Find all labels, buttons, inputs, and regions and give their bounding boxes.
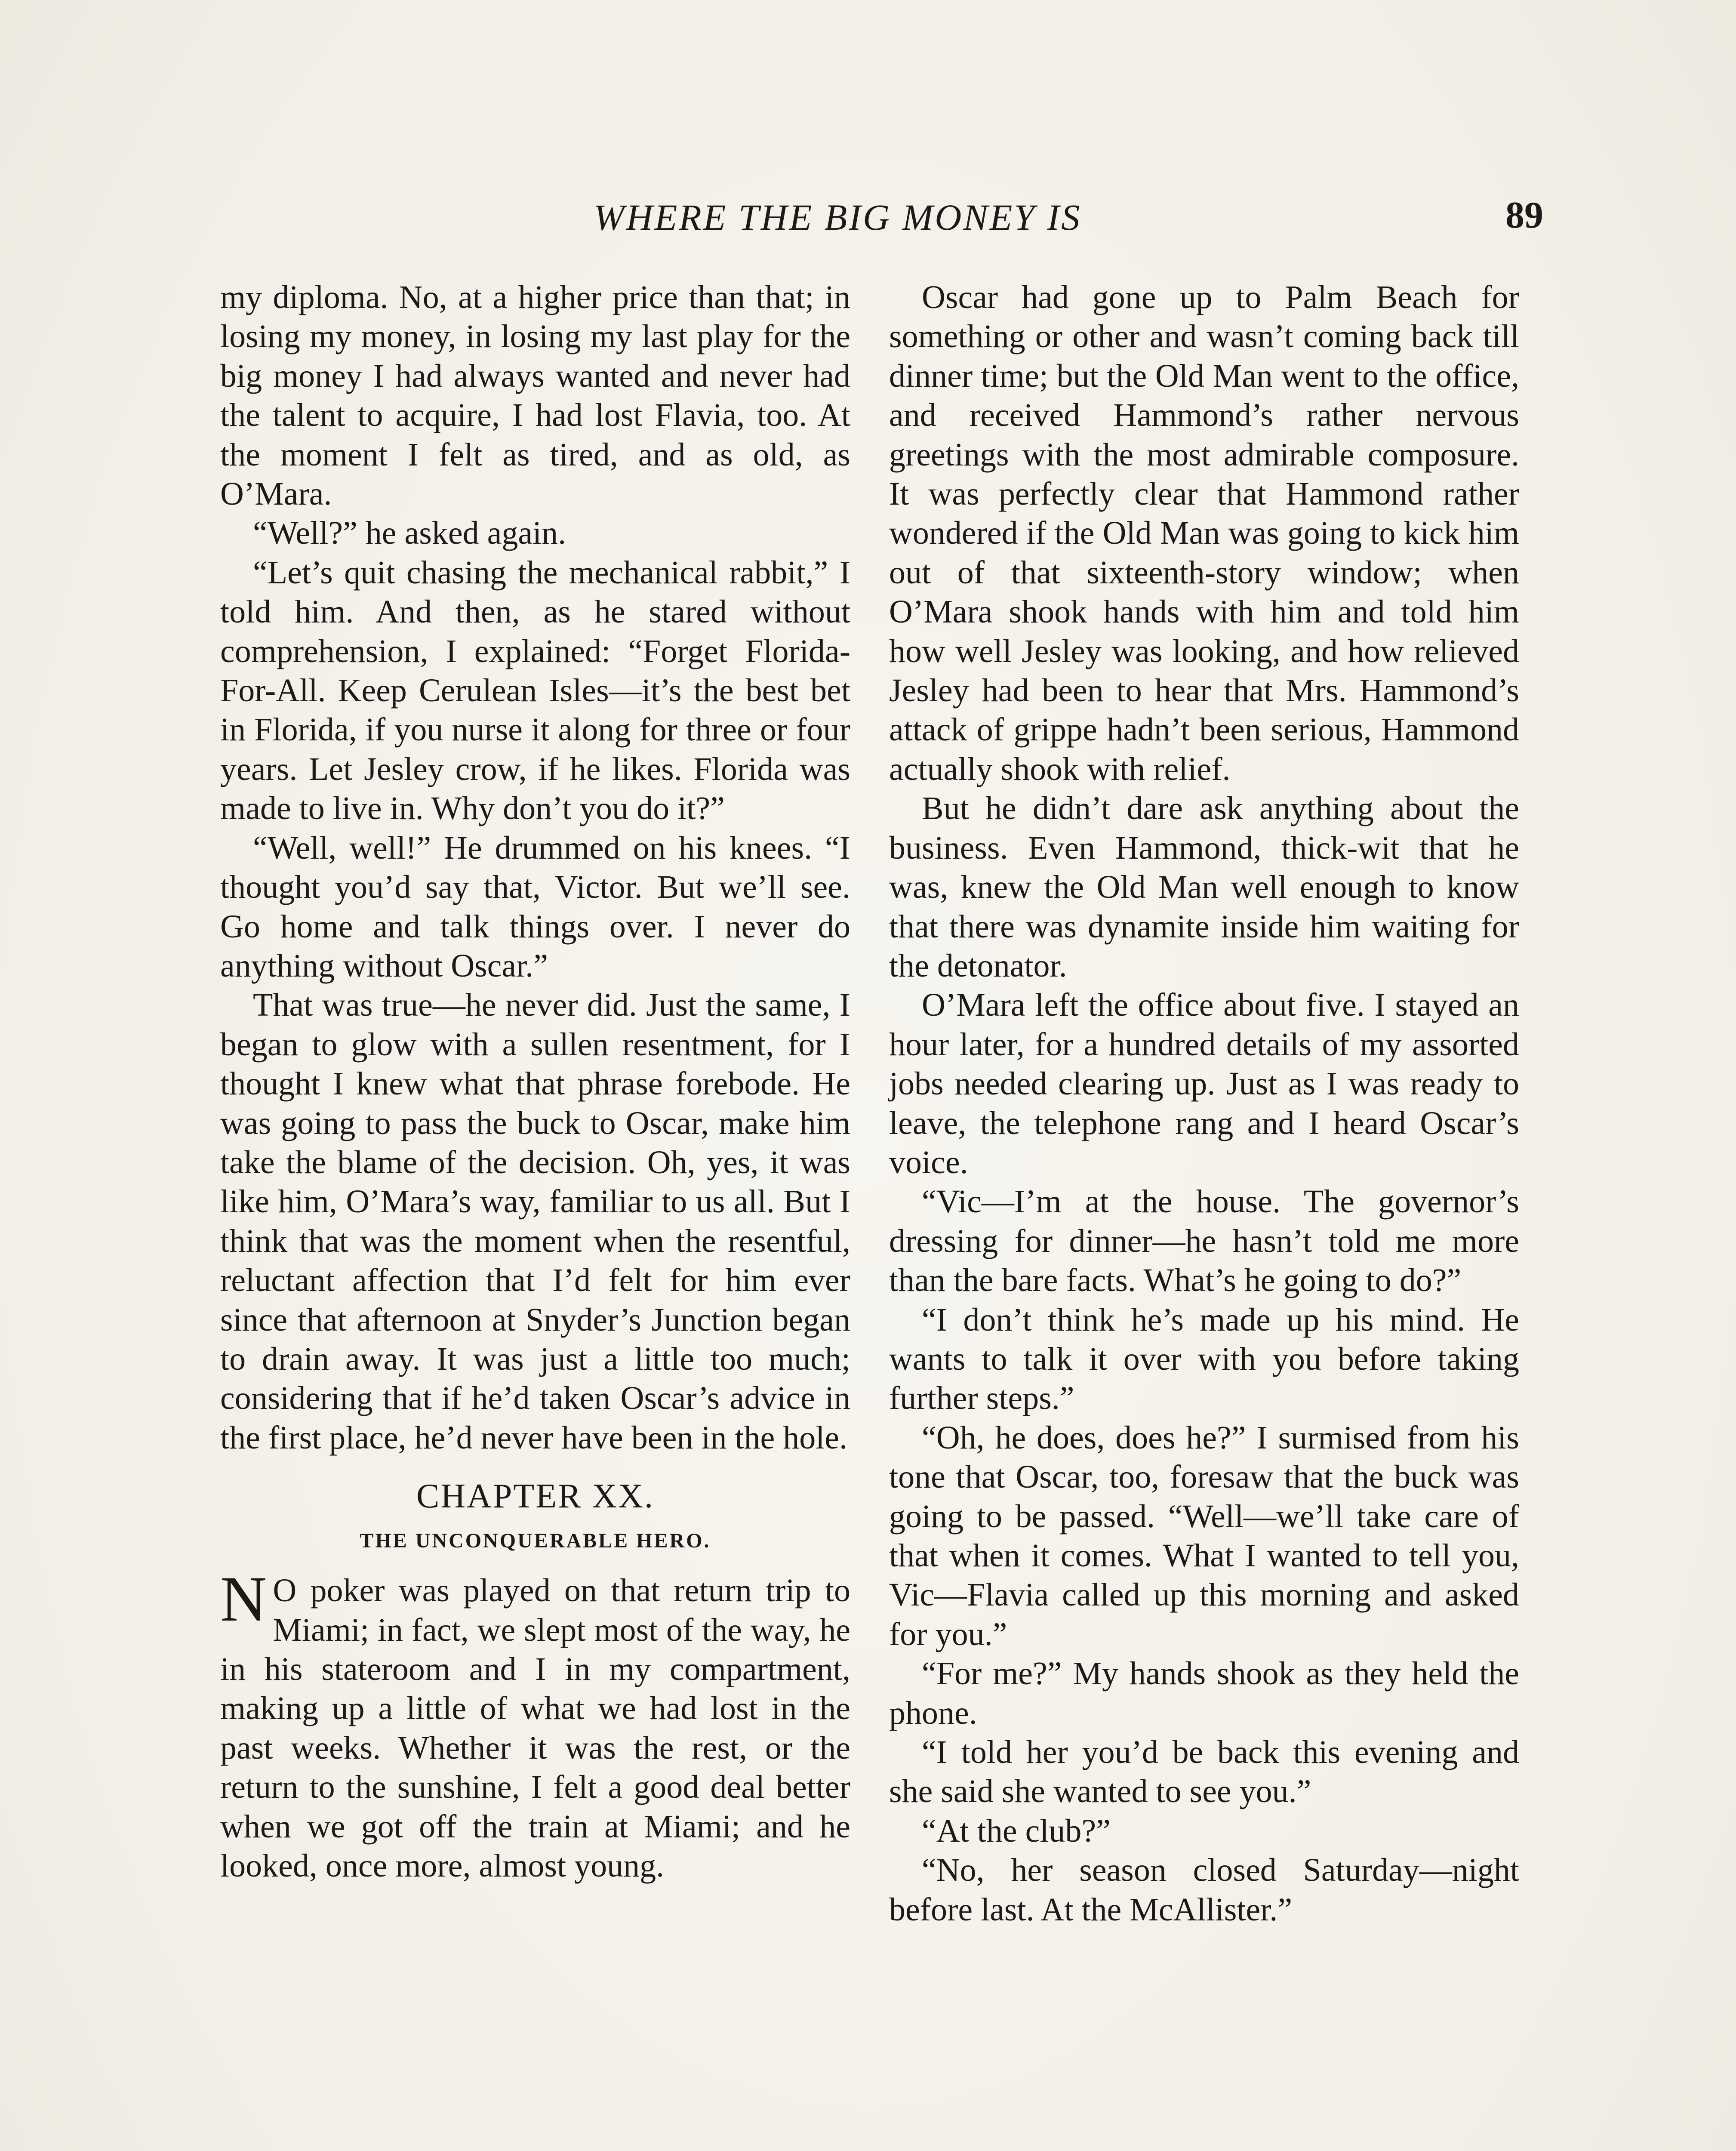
drop-cap: N [220,1563,267,1635]
chapter-opening-text: O poker was played on that return trip to Miami; in fact, we slept most of the way, he in his stateroom and I in my compartment, making up a little of what we had lost in the past weeks. Whether it was the rest, or the return to the sunshine, I felt a good deal better when we got off the train at Miami; and he looked, once more, almost young. [220,1572,850,1884]
paragraph: “For me?” My hands shook as they held the phone. [889,1655,1519,1731]
running-title: WHERE THE BIG MONEY IS [594,197,1082,238]
paragraph: “I don’t think he’s made up his mind. He wants to talk it over with you before taking further steps.” [889,1301,1519,1417]
chapter-subtitle: THE UNCONQUERABLE HERO. [360,1529,711,1553]
left-column [220,278,850,1886]
paragraph: “I told her you’d be back this evening and she said she wanted to see you.” [889,1734,1519,1810]
paragraph: But he didn’t dare ask anything about the business. Even Hammond, thick-wit that he was, knew the Old Man well enough to know that there was dynamite inside him waiting for the detonator. [889,790,1519,984]
page-number: 89 [1505,194,1543,236]
chapter-title: CHAPTER XX. [416,1477,655,1516]
right-column [889,278,1519,1929]
paragraph: “At the club?” [922,1812,1111,1849]
paragraph: “Vic—I’m at the house. The governor’s dressing for dinner—he hasn’t told me more than the bare facts. What’s he going to do?” [889,1183,1519,1299]
paragraph: Oscar had gone up to Palm Beach for something or other and wasn’t coming back till dinner time; but the Old Man went to the office, and received Hammond’s rather nervous greetings with the most admirable composure. It was perfectly clear that Hammond rather wondered if the Old Man was going to kick him out of that sixteenth-story window; when O’Mara shook hands with him and told him how well Jesley was looking, and how relieved Jesley had been to hear that Mrs. Hammond’s attack of grippe hadn’t been serious, Hammond actually shook with relief. [889,279,1519,787]
paragraph: “Well, well!” He drummed on his knees. “I thought you’d say that, Victor. But we’ll see. Go home and talk things over. I never do anything without Oscar.” [220,829,850,984]
paragraph: “Oh, he does, does he?” I surmised from his tone that Oscar, too, foresaw that the buck was going to be passed. “Well—we’ll take care of that when it comes. What I wanted to tell you, Vic—Flavia called up this morning and asked for you.” [889,1419,1519,1652]
paragraph: “Let’s quit chasing the mechanical rabbit,” I told him. And then, as he stared without comprehension, I explained: “Forget Florida-For-All. Keep Cerulean Isles—it’s the best bet in Florida, if you nurse it along for three or four years. Let Jesley crow, if he likes. Florida was made to live in. Why don’t you do it?” [220,554,850,827]
paragraph: O’Mara left the office about five. I stayed an hour later, for a hundred details of my assorted jobs needed clearing up. Just as I was ready to leave, the telephone rang and I heard Oscar’s voice. [889,987,1519,1180]
paragraph: my diploma. No, at a higher price than that; in losing my money, in losing my last play for the big money I had always wanted and never had the talent to acquire, I had lost Flavia, too. At the moment I felt as tired, and as old, as O’Mara. [220,279,850,512]
chapter-opening-paragraph [220,1563,850,1886]
paragraph: “Well?” he asked again. [253,515,566,552]
paragraph: “No, her season closed Saturday—night before last. At the McAllister.” [889,1852,1519,1928]
paragraph: That was true—he never did. Just the same, I began to glow with a sullen resentment, for I thought I knew what that phrase forebode. He was going to pass the buck to Oscar, make him take the blame of the decision. Oh, yes, it was like him, O’Mara’s way, familiar to us all. But I think that was the moment when the resentful, reluctant affection that I’d felt for him ever since that afternoon at Snyder’s Junction began to drain away. It was just a little too much; considering that if he’d taken Oscar’s advice in the first place, he’d never have been in the hole. [220,987,850,1456]
